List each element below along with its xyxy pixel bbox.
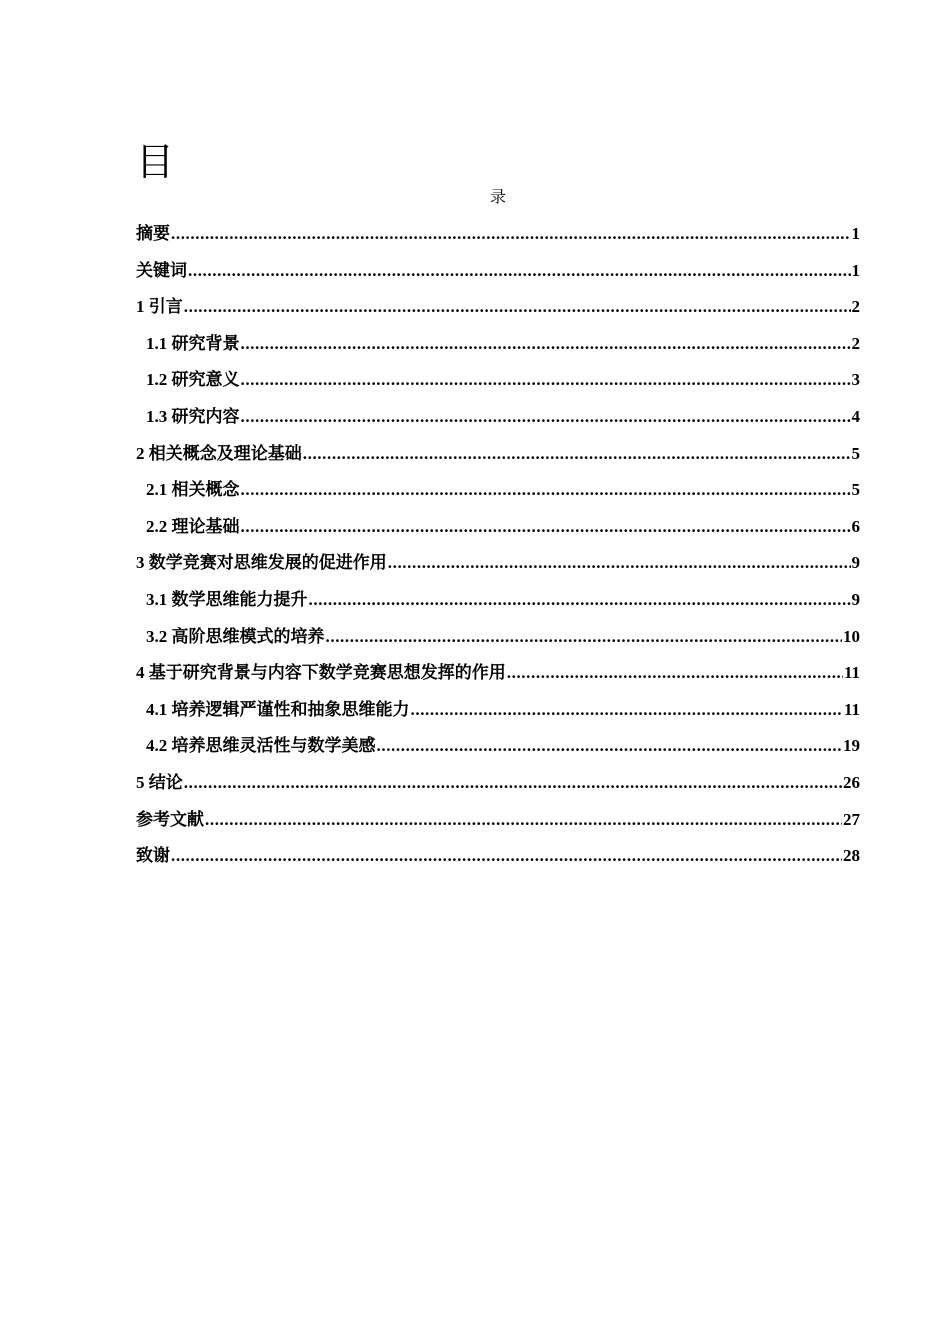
toc-entry-section-2-1[interactable] bbox=[136, 472, 860, 509]
toc-entry-section-3-2[interactable] bbox=[136, 619, 860, 656]
toc-page-number: 11 bbox=[843, 663, 860, 683]
toc-dot-leader bbox=[188, 253, 851, 289]
toc-page-number: 4 bbox=[851, 406, 860, 426]
toc-entry-label: 3.2 高阶思维模式的培养 bbox=[146, 626, 325, 646]
toc-dot-leader bbox=[241, 472, 851, 508]
toc-dot-leader bbox=[326, 619, 843, 655]
toc-page-number: 10 bbox=[843, 626, 860, 646]
toc-page-number: 27 bbox=[843, 809, 860, 829]
toc-page-number: 2 bbox=[851, 297, 860, 317]
toc-page-number: 2 bbox=[851, 333, 860, 353]
toc-dot-leader bbox=[309, 582, 851, 618]
toc-entry-keywords[interactable] bbox=[136, 253, 860, 290]
toc-entry-abstract[interactable] bbox=[136, 216, 860, 253]
toc-entry-label: 参考文献 bbox=[136, 809, 204, 829]
toc-page-number: 5 bbox=[851, 443, 860, 463]
toc-entry-label: 2 相关概念及理论基础 bbox=[136, 443, 302, 463]
toc-entry-section-1-1[interactable] bbox=[136, 326, 860, 363]
toc-dot-leader bbox=[241, 509, 851, 545]
toc-dot-leader bbox=[411, 692, 843, 728]
toc-title-first-char: 目 bbox=[136, 142, 175, 184]
toc-dot-leader bbox=[388, 545, 851, 581]
toc-page-number: 1 bbox=[851, 224, 860, 243]
toc-page-number: 3 bbox=[851, 370, 860, 390]
toc-entry-label: 3.1 数学思维能力提升 bbox=[146, 589, 308, 609]
toc-page-number: 9 bbox=[851, 553, 860, 573]
toc-dot-leader bbox=[184, 765, 842, 801]
toc-page-number: 6 bbox=[851, 516, 860, 536]
toc-entry-chapter-5[interactable] bbox=[136, 765, 860, 802]
toc-entry-acknowledgements[interactable] bbox=[136, 838, 860, 875]
toc-entry-label: 3 数学竞赛对思维发展的促进作用 bbox=[136, 553, 387, 573]
toc-entry-label: 2.1 相关概念 bbox=[146, 480, 240, 500]
toc-entry-label: 1.2 研究意义 bbox=[146, 370, 240, 390]
toc-entry-label: 关键词 bbox=[136, 260, 187, 280]
toc-entry-label: 1.1 研究背景 bbox=[146, 333, 240, 353]
toc-entry-references[interactable] bbox=[136, 802, 860, 839]
toc-dot-leader bbox=[241, 399, 851, 435]
toc-entry-chapter-1[interactable] bbox=[136, 289, 860, 326]
toc-page-number: 19 bbox=[843, 736, 860, 756]
toc-entry-chapter-4[interactable] bbox=[136, 655, 860, 692]
toc-entry-label: 4 基于研究背景与内容下数学竞赛思想发挥的作用 bbox=[136, 663, 506, 683]
toc-dot-leader bbox=[184, 289, 851, 325]
toc-dot-leader bbox=[377, 728, 843, 764]
toc-dot-leader bbox=[171, 216, 851, 252]
toc-entry-label: 5 结论 bbox=[136, 772, 183, 792]
toc-entry-label: 致谢 bbox=[136, 846, 170, 866]
toc-entry-label: 4.2 培养思维灵活性与数学美感 bbox=[146, 736, 376, 756]
toc-entry-label: 2.2 理论基础 bbox=[146, 516, 240, 536]
toc-page-number: 11 bbox=[843, 699, 860, 719]
toc-dot-leader bbox=[303, 436, 851, 472]
toc-page-number: 9 bbox=[851, 589, 860, 609]
toc-page-number: 26 bbox=[843, 772, 860, 792]
toc-entry-chapter-2[interactable] bbox=[136, 436, 860, 473]
toc-entry-label: 1 引言 bbox=[136, 297, 183, 317]
toc-page-number: 1 bbox=[851, 260, 860, 280]
toc-dot-leader bbox=[171, 838, 842, 874]
toc-entry-chapter-3[interactable] bbox=[136, 545, 860, 582]
toc-entry-label: 1.3 研究内容 bbox=[146, 406, 240, 426]
toc-entry-section-4-1[interactable] bbox=[136, 692, 860, 729]
toc-entry-section-1-3[interactable] bbox=[136, 399, 860, 436]
toc-entry-label: 摘要 bbox=[136, 224, 170, 243]
toc-entry-section-1-2[interactable] bbox=[136, 362, 860, 399]
toc-title-second-char: 录 bbox=[489, 189, 506, 206]
toc-dot-leader bbox=[241, 362, 851, 398]
toc-dot-leader bbox=[241, 326, 851, 362]
toc-dot-leader bbox=[507, 655, 843, 691]
toc-entry-section-2-2[interactable] bbox=[136, 509, 860, 546]
toc-page-number: 28 bbox=[843, 846, 860, 866]
toc-entry-label: 4.1 培养逻辑严谨性和抽象思维能力 bbox=[146, 699, 410, 719]
toc-dot-leader bbox=[205, 802, 842, 838]
table-of-contents bbox=[136, 216, 860, 875]
toc-entry-section-3-1[interactable] bbox=[136, 582, 860, 619]
toc-entry-section-4-2[interactable] bbox=[136, 728, 860, 765]
toc-page-number: 5 bbox=[851, 480, 860, 500]
